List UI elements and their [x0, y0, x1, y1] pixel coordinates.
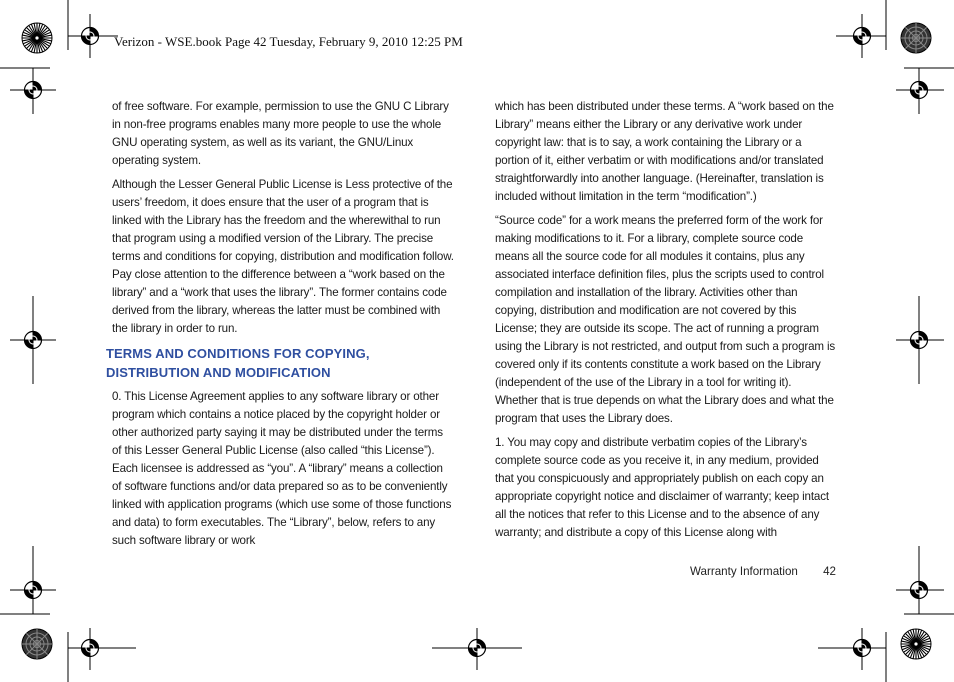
registration-mark-icon — [82, 640, 99, 657]
registration-mark-icon — [911, 582, 928, 599]
registration-mark-icon — [854, 28, 871, 45]
color-wheel-icon — [901, 23, 931, 53]
section-heading: TERMS AND CONDITIONS FOR COPYING, DISTRIBUTION AND MODIFICATION — [106, 346, 370, 380]
body-paragraph: “Source code” for a work means the preferred form of the work for making modifications to it. For a library, complete source code means all the source code for all modules it contains, plus any associated interface definition files, plus the scripts used to control compilation and installation of the library. Activities other than copying, distribution and modification are not covered by this License; they are outside its scope. The act of running a program using the Library is not restricted, and output from such a program is covered only if its contents constitute a work based on the Library (independent of the use of the Library in a tool for writing it). Whether that is true depends on what the Library does and what the program that uses the Library does. — [495, 214, 836, 425]
page-number: 42 — [823, 565, 836, 578]
body-paragraph: of free software. For example, permission to use the GNU C Library in non-free programs enables many more people to use the whole GNU operating system, as well as its variant, the GNU/Linux operating system. — [112, 100, 449, 167]
registration-mark-icon — [911, 82, 928, 99]
color-wheel-icon — [901, 629, 931, 659]
body-paragraph: 0. This License Agreement applies to any software library or other program which contains a notice placed by the copyright holder or other authorized party saying it may be distributed under the terms of this Lesser General Public License (also called “this License”). Each licensee is addressed as “you”. A “library” means a collection of software functions and/or data prepared so as to be conveniently linked with application programs (which use some of those functions and data) to form executables. The “Library”, below, refers to any such software library or work — [112, 390, 452, 547]
page-footer — [690, 565, 836, 578]
color-wheel-icon — [22, 629, 52, 659]
body-paragraph: 1. You may copy and distribute verbatim copies of the Library’s complete source code as you receive it, in any medium, provided that you conspicuously and appropriately publish on each copy an appropriate copyright notice and disclaimer of warranty; keep intact all the notices that refer to this License and to the absence of any warranty; and distribute a copy of this License along with — [495, 436, 829, 539]
color-wheel-icon — [22, 23, 52, 53]
right-column — [495, 98, 837, 548]
registration-mark-icon — [25, 332, 42, 349]
registration-mark-icon — [25, 82, 42, 99]
body-paragraph: which has been distributed under these terms. A “work based on the Library” means either the Library or any derivative work under copyright law: that is to say, a work containing the Library or a portion of it, either verbatim or with modifications and/or translated straightforwardly into another language. (Hereinafter, translation is included without limitation in the term “modification”.) — [495, 100, 834, 203]
running-head: Verizon - WSE.book Page 42 Tuesday, February 9, 2010 12:25 PM — [114, 34, 463, 49]
registration-mark-icon — [911, 332, 928, 349]
registration-mark-icon — [25, 582, 42, 599]
left-column — [106, 98, 454, 556]
footer-section-label: Warranty Information — [690, 565, 798, 578]
body-paragraph: Although the Lesser General Public License is Less protective of the users’ freedom, it does ensure that the user of a program that is linked with the Library has the freedom and the wherewithal to run that program using a modified version of the Library. The precise terms and conditions for copying, distribution and modification follow. Pay close attention to the difference between a “work based on the library” and a “work that uses the library”. The former contains code derived from the library, whereas the latter must be combined with the library in order to run. — [112, 178, 454, 335]
registration-mark-icon — [469, 640, 486, 657]
registration-mark-icon — [854, 640, 871, 657]
registration-mark-icon — [82, 28, 99, 45]
